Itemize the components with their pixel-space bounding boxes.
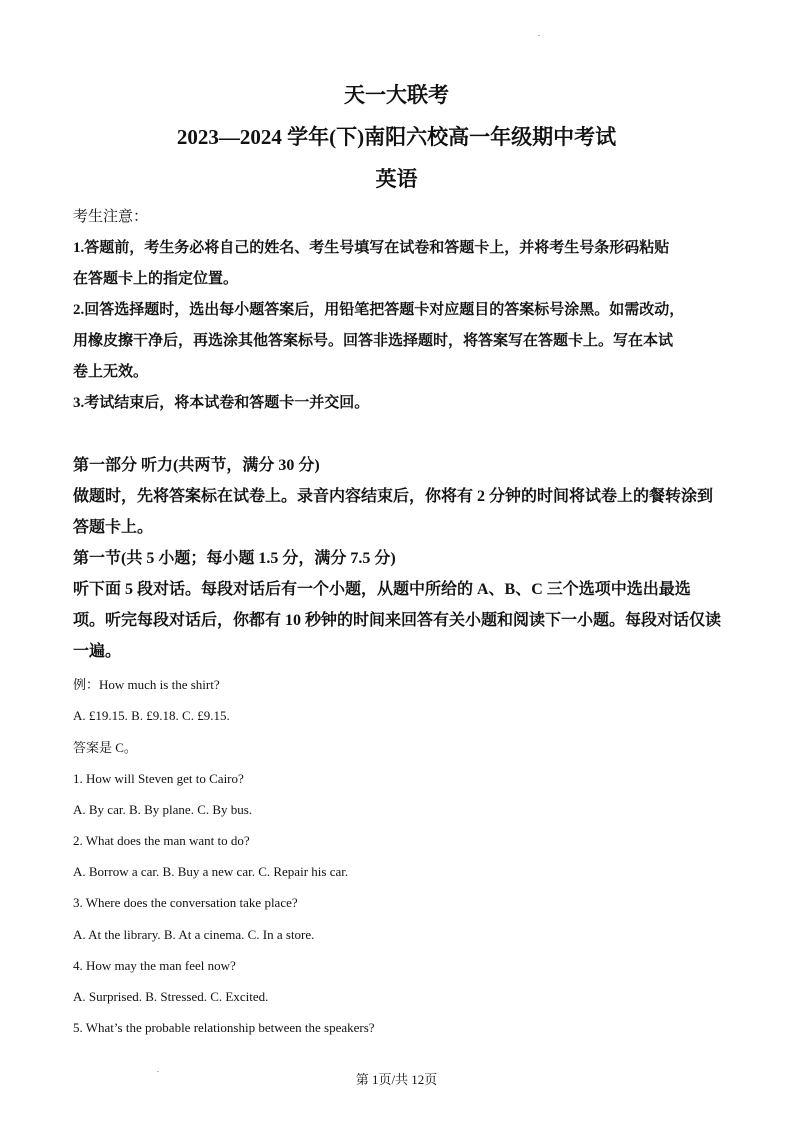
notice-block xyxy=(73,202,723,419)
sub1-instruction-c: 一遍。 xyxy=(73,643,122,660)
sub1-instruction-a: 听下面 5 段对话。每段对话后有一个小题，从题中所给的 A、B、C 三个选项中选出最选 xyxy=(73,581,691,598)
example-question: 例：How much is the shirt? xyxy=(73,677,220,692)
notice-item-1b: 在答题卡上的指定位置。 xyxy=(73,271,239,287)
listening-section xyxy=(73,450,728,667)
question-4: 4. How may the man feel now? xyxy=(73,958,236,973)
question-2-options: A. Borrow a car. B. Buy a new car. C. Repair his car. xyxy=(73,864,349,879)
notice-item-2b: 用橡皮擦干净后，再选涂其他答案标号。回答非选择题时，将答案写在答题卡上。写在本试 xyxy=(73,333,674,349)
sub1-instruction-b: 项。听完每段对话后，你都有 10 秒钟的时间来回答有关小题和阅读下一小题。每段对话仅读 xyxy=(73,612,722,629)
example-answer: 答案是 C。 xyxy=(73,740,137,755)
notice-item-1a: 1.答题前，考生务必将自己的姓名、考生号填写在试卷和答题卡上，并将考生号条形码粘贴 xyxy=(73,240,670,256)
notice-item-2a: 2.回答选择题时，选出每小题答案后，用铅笔把答题卡对应题目的答案标号涂黑。如需改动， xyxy=(73,302,685,318)
exam-organizer-title: 天一大联考 xyxy=(344,83,449,107)
notice-item-3: 3.考试结束后，将本试卷和答题卡一并交回。 xyxy=(73,395,370,411)
question-1-options: A. By car. B. By plane. C. By bus. xyxy=(73,802,253,817)
question-4-options: A. Surprised. B. Stressed. C. Excited. xyxy=(73,989,269,1004)
question-3-options: A. At the library. B. At a cinema. C. In a store. xyxy=(73,927,315,942)
header-dot: . xyxy=(538,29,540,38)
exam-title: 2023—2024 学年(下)南阳六校高一年级期中考试 xyxy=(176,125,617,149)
notice-item-2c: 卷上无效。 xyxy=(73,364,149,380)
sub1-heading: 第一节(共 5 小题；每小题 1.5 分，满分 7.5 分) xyxy=(73,550,396,567)
part1-instruction-b: 答题卡上。 xyxy=(73,519,154,536)
part1-heading: 第一部分 听力(共两节，满分 30 分) xyxy=(73,457,320,474)
question-1: 1. How will Steven get to Cairo? xyxy=(73,771,244,786)
part1-instruction-a: 做题时，先将答案标在试卷上。录音内容结束后，你将有 2 分钟的时间将试卷上的餐转涂到 xyxy=(73,488,714,505)
question-5: 5. What’s the probable relationship between the speakers? xyxy=(73,1020,375,1035)
question-3: 3. Where does the conversation take place? xyxy=(73,895,298,910)
notice-heading: 考生注意： xyxy=(73,209,149,225)
footer-dot: . xyxy=(157,1065,159,1074)
page-number: 第 1页/共 12页 xyxy=(355,1072,438,1087)
question-2: 2. What does the man want to do? xyxy=(73,833,250,848)
subject-title: 英语 xyxy=(375,167,418,191)
example-options: A. £19.15. B. £9.18. C. £9.15. xyxy=(73,708,230,723)
